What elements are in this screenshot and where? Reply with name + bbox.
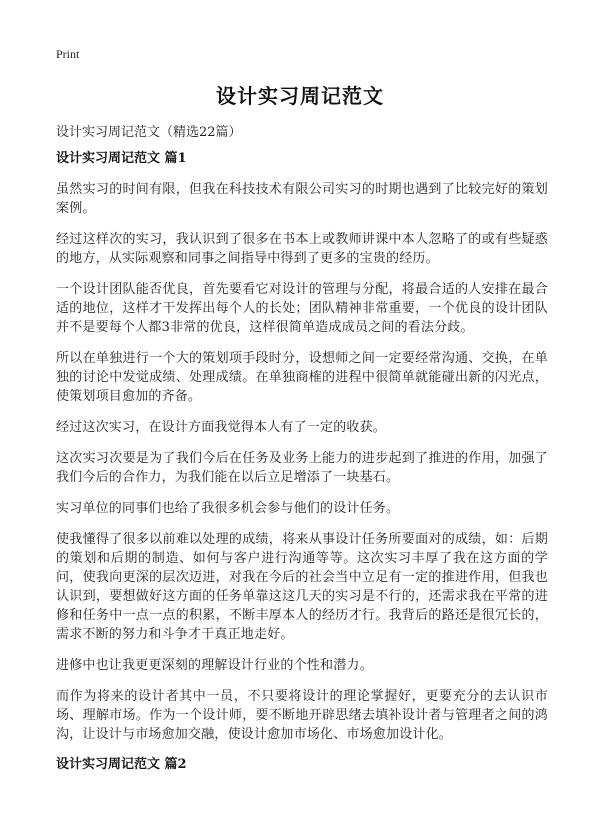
paragraph: 虽然实习的时间有限，但我在科技技术有限公司实习的时期也遇到了比较完好的策划案例。 — [56, 182, 548, 216]
document-body — [56, 150, 548, 786]
print-label[interactable]: Print — [56, 47, 80, 61]
document-subtitle: 设计实习周记范文（精选22篇） — [56, 125, 242, 140]
paragraph: 一个设计团队能否优良，首先要看它对设计的管理与分配，将最合适的人安排在最合适的地位，这样才干发挥出每个人的长处；团队精神非常重要，一个优良的设计团队并不是要每个人都3非常的优良，这样很简单造成成员之间的看法分歧。 — [56, 282, 548, 335]
paragraph: 使我懂得了很多以前难以处理的成绩，将来从事设计任务所要面对的成绩，如：后期的策划和后期的制造、如何与客户进行沟通等等。这次实习丰厚了我在这方面的学问，使我向更深的层次迈进，对我在今后的社会当中立足有一定的推进作用，但我也认识到，要想做好这方面的任务单靠这这几天的实习是不行的，还需求我在平常的进修和任务中一点一点的积累，不断丰厚本人的经历才行。我背后的路还是很冗长的，需求不断的努力和斗争才干真正地走好。 — [56, 532, 548, 642]
paragraph: 所以在单独进行一个大的策划项手段时分，设想师之间一定要经常沟通、交换，在单独的讨论中发觉成绩、处理成绩。在单独商榷的进程中很简单就能碰出新的闪光点，使策划项目愈加的齐备。 — [56, 351, 548, 404]
section-heading-2: 设计实习周记范文 篇2 — [56, 757, 187, 772]
paragraph: 这次实习次要是为了我们今后在任务及业务上能力的进步起到了推进的作用，加强了我们今后的合作力，为我们能在以后立足增添了一块基石。 — [56, 451, 548, 485]
page-title: 设计实习周记范文 — [216, 84, 384, 108]
paragraph: 实习单位的同事们也给了我很多机会参与他们的设计任务。 — [56, 501, 400, 516]
paragraph: 而作为将来的设计者其中一员，不只要将设计的理论掌握好，更要充分的去认识市场、理解市场。作为一个设计师，要不断地开辟思绪去填补设计者与管理者之间的鸿沟，让设计与市场愈加交融，使设计愈加市场化、市场愈加设计化。 — [56, 689, 548, 742]
section-heading-1: 设计实习周记范文 篇1 — [56, 151, 187, 166]
paragraph: 经过这样次的实习，我认识到了很多在书本上或教师讲课中本人忽略了的或有些疑惑的地方，从实际观察和同事之间指导中得到了更多的宝贵的经历。 — [56, 232, 548, 266]
paragraph: 经过这次实习，在设计方面我觉得本人有了一定的收获。 — [56, 420, 387, 435]
paragraph: 进修中也让我更更深刻的理解设计行业的个性和潜力。 — [56, 658, 373, 673]
